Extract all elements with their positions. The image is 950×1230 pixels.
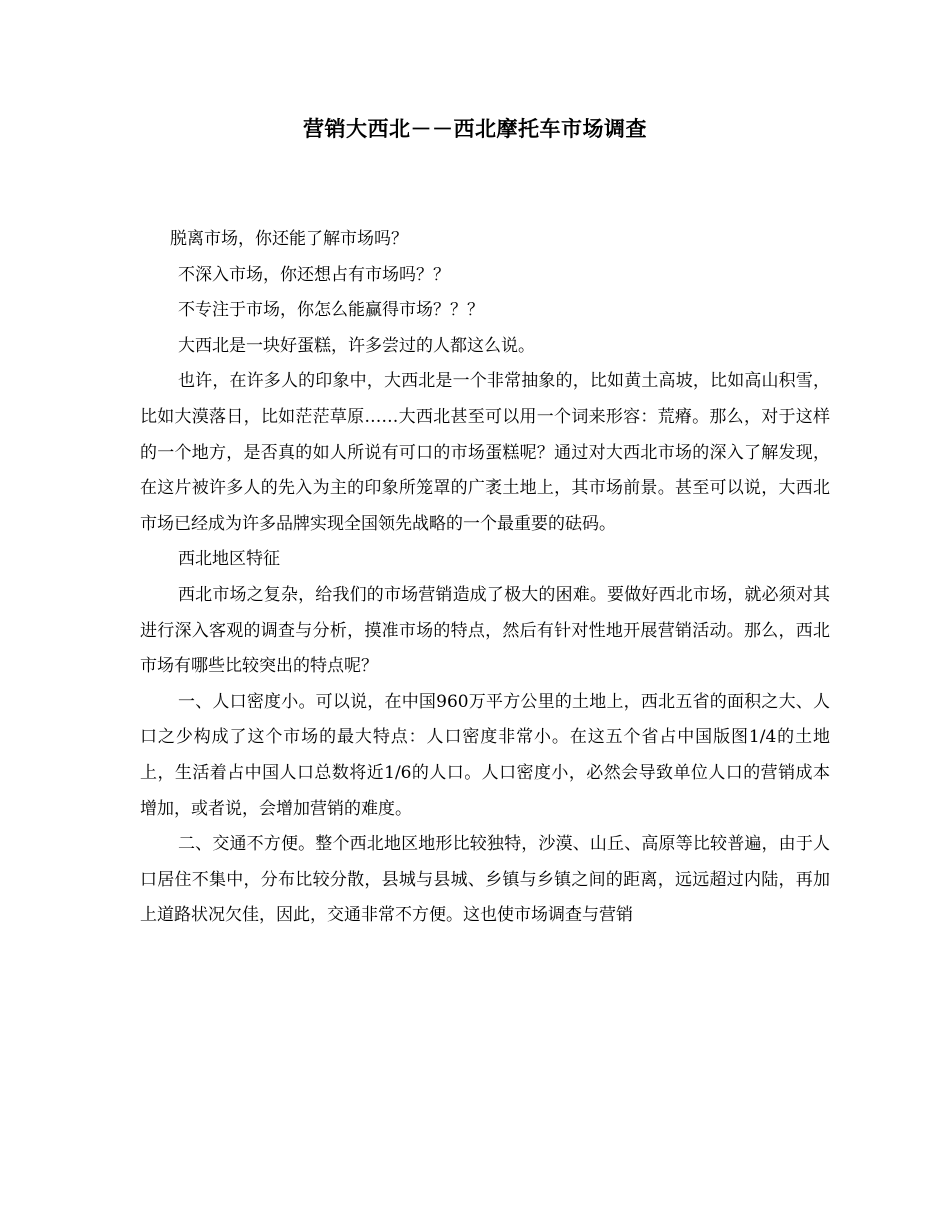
paragraph-4: 大西北是一块好蛋糕，许多尝过的人都这么说。: [178, 335, 535, 356]
paragraph-6: 西北市场之复杂，给我们的市场营销造成了极大的困难。要做好西北市场，就必须对其进行深入客观的调查与分析，摸准市场的特点，然后有针对性地开展营销活动。那么，西北市场有哪些比较突出的特点呢？: [140, 584, 830, 677]
paragraph-2: 不深入市场，你还想占有市场吗？？: [178, 264, 450, 285]
document-title: 营销大西北－－西北摩托车市场调查: [303, 116, 647, 141]
paragraph-8: 二、交通不方便。整个西北地区地形比较独特，沙漠、山丘、高原等比较普遍，由于人口居住不集中，分布比较分散，县城与县城、乡镇与乡镇之间的距离，远远超过内陆，再加上道路状况欠佳，因此，交通非常不方便。这也使市场调查与营销: [140, 834, 830, 926]
paragraph-7: 一、人口密度小。可以说，在中国960万平方公里的土地上，西北五省的面积之大、人口之少构成了这个市场的最大特点：人口密度非常小。在这五个省占中国版图1/4的土地上，生活着占中国人口总数将近1/6的人口。人口密度小，必然会导致单位人口的营销成本增加，或者说，会增加营销的难度。: [140, 691, 830, 819]
document-body: [140, 222, 830, 934]
paragraph-5: 也许，在许多人的印象中，大西北是一个非常抽象的，比如黄土高坡，比如高山积雪，比如大漠落日，比如茫茫草原……大西北甚至可以用一个词来形容：荒瘠。那么，对于这样的一个地方，是否真的如人所说有可口的市场蛋糕呢？通过对大西北市场的深入了解发现，在这片被许多人的先入为主的印象所笼罩的广袤土地上，其市场前景。甚至可以说，大西北市场已经成为许多品牌实现全国领先战略的一个最重要的砝码。: [140, 371, 830, 534]
section-heading: 西北地区特征: [178, 549, 280, 570]
paragraph-1: 脱离市场，你还能了解市场吗？: [170, 229, 408, 249]
paragraph-3: 不专注于市场，你怎么能赢得市场？？？: [178, 300, 484, 321]
